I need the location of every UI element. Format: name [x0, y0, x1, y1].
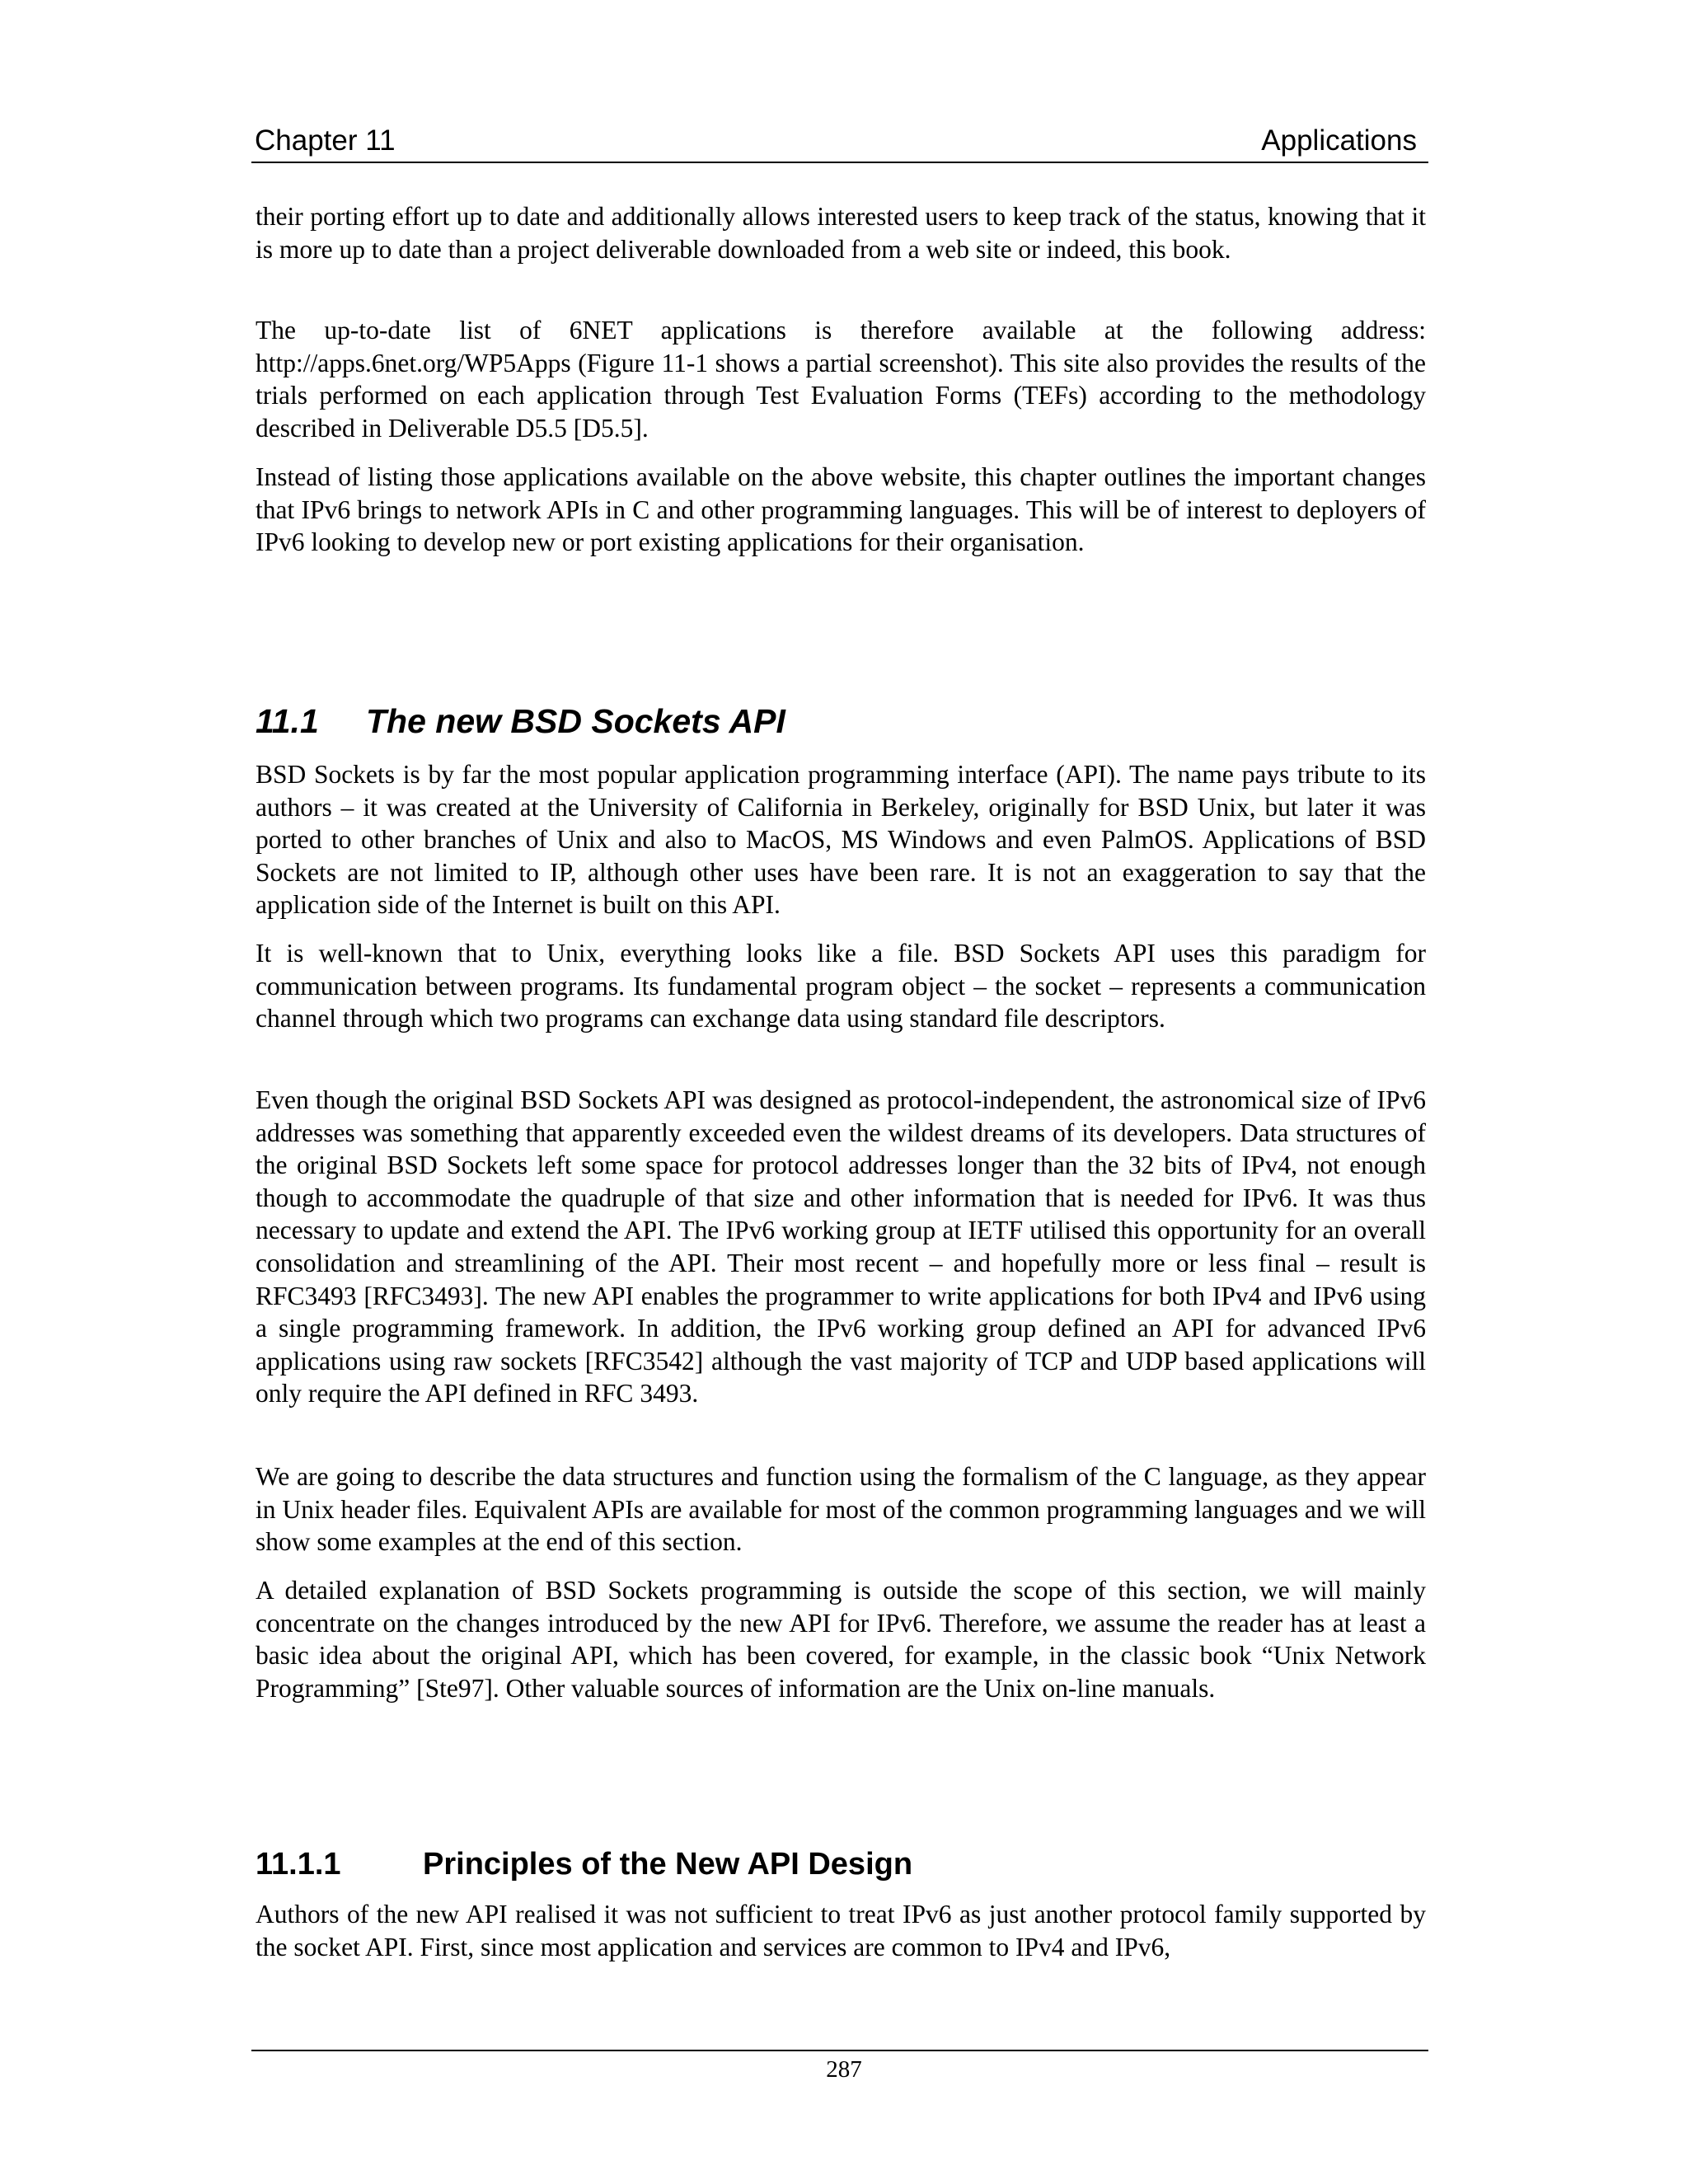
section-number: 11.1 [256, 702, 319, 740]
footer-rule [251, 2050, 1428, 2051]
header-section: Applications [1261, 124, 1417, 157]
section-title: The new BSD Sockets API [366, 702, 785, 740]
running-header [251, 120, 1428, 163]
subsection-heading [256, 1844, 912, 1885]
paragraph-c-formalism: We are going to describe the data structures and function using the formalism of the C language, as they appear in Unix header files. Equivalent APIs are available for most of the common programming languages and we will show some examples at the end of this section. [256, 1462, 1426, 1557]
paragraph-chapter-outline: Instead of listing those applications available on the above website, this chapter outlines the important changes that IPv6 brings to network APIs in C and other programming languages. This will be of interest to deployers of IPv6 looking to develop new or port existing applications for their organisation. [256, 462, 1426, 557]
paragraph-scope: A detailed explanation of BSD Sockets programming is outside the scope of this section, we will mainly concentrate on the changes introduced by the new API for IPv6. Therefore, we assume the reader has at least a basic idea about the original API, which has been covered, for example, in the classic book “Unix Network Programming” [Ste97]. Other valuable sources of information are the Unix on-line manuals. [256, 1576, 1426, 1703]
paragraph-api-update: Even though the original BSD Sockets API was designed as protocol-independent, the astronomical size of IPv6 addresses was something that apparently exceeded even the wildest dreams of its developers. Data structures of the original BSD Sockets left some space for protocol addresses longer than the 32 bits of IPv4, not enough though to accommodate the quadruple of that size and other information that is needed for IPv6. It was thus necessary to update and extend the API. The IPv6 working group at IETF utilised this opportunity for an overall consolidation and streamlining of the API. Their most recent – and hopefully more or less final – result is RFC3493 [RFC3493]. The new API enables the programmer to write applications for both IPv4 and IPv6 using a single programming framework. In addition, the IPv6 working group defined an API for advanced IPv6 applications using raw sockets [RFC3542] although the vast majority of TCP and UDP based applications will only require the API defined in RFC 3493. [256, 1085, 1426, 1408]
paragraph-bsd-sockets-intro: BSD Sockets is by far the most popular application programming interface (API). The name pays tribute to its authors – it was created at the University of California in Berkeley, originally for BSD Unix, but later it was ported to other branches of Unix and also to MacOS, MS Windows and even PalmOS. Applications of BSD Sockets are not limited to IP, although other uses have been rare. It is not an exaggeration to say that the application side of the Internet is built on this API. [256, 760, 1426, 920]
subsection-title: Principles of the New API Design [423, 1847, 913, 1882]
subsection-number: 11.1.1 [256, 1847, 341, 1882]
section-heading [256, 699, 785, 743]
paragraph-apps-list: The up-to-date list of 6NET applications is therefore available at the following address: http://apps.6net.org/WP5Apps (Figure 11-1 shows a partial screenshot). This site also provides the results of the trials performed on each application through Test Evaluation Forms (TEFs) according to the methodology described in Deliverable D5.5 [D5.5]. [256, 316, 1426, 443]
paragraph-porting-effort: their porting effort up to date and additionally allows interested users to keep track of the status, knowing that it is more up to date than a project deliverable downloaded from a web site or indeed, this book. [256, 202, 1426, 264]
header-chapter: Chapter 11 [255, 124, 396, 157]
paragraph-unix-file-paradigm: It is well-known that to Unix, everything looks like a file. BSD Sockets API uses this paradigm for communication between programs. Its fundamental program object – the socket – represents a communication channel through which two programs can exchange data using standard file descriptors. [256, 939, 1426, 1033]
paragraph-api-design: Authors of the new API realised it was not sufficient to treat IPv6 as just another protocol family supported by the socket API. First, since most application and services are common to IPv4 and IPv6, [256, 1900, 1426, 1961]
page-number: 287 [826, 2056, 862, 2083]
